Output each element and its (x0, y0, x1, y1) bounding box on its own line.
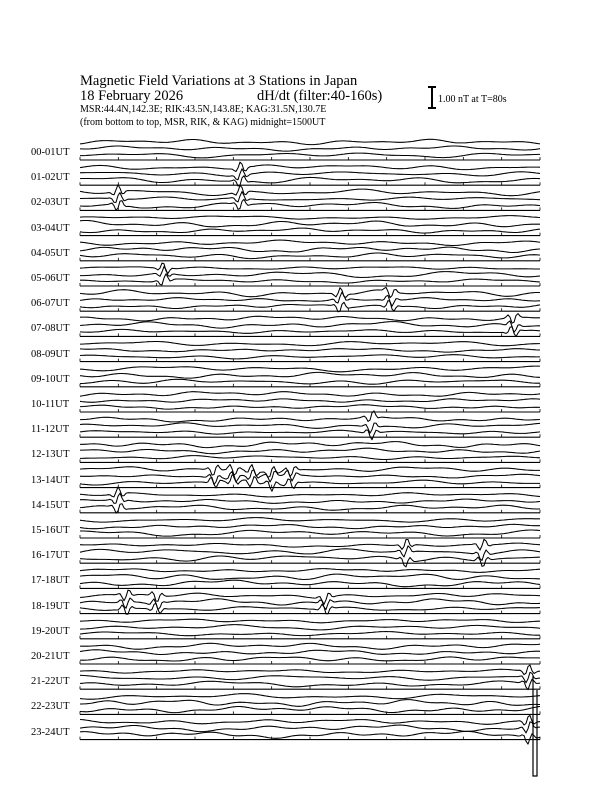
trace-kag (80, 162, 540, 171)
hour-label: 05-06UT (31, 273, 70, 284)
trace-kag (80, 342, 540, 346)
trace-msr (80, 456, 540, 460)
trace-kag (80, 442, 540, 448)
hour-label: 01-02UT (31, 172, 70, 184)
trace-rik (80, 448, 540, 454)
trace-rik (80, 700, 540, 707)
trace-kag (80, 487, 540, 497)
hour-label: 18-19UT (31, 600, 70, 612)
hour-label: 21-22UT (31, 676, 70, 688)
hour-label: 08-09UT (31, 348, 70, 360)
trace-rik (80, 672, 540, 682)
trace-msr (80, 355, 540, 359)
trace-kag (80, 139, 540, 144)
hour-label: 16-17UT (31, 550, 70, 562)
trace-rik (80, 267, 540, 278)
chart-date: 18 February 2026 (80, 88, 184, 104)
hour-label: 04-05UT (31, 247, 70, 259)
hour-label: 20-21UT (31, 651, 70, 662)
hour-label: 17-18UT (31, 575, 70, 587)
trace-rik (80, 349, 540, 353)
hour-label: 12-13UT (31, 449, 70, 461)
trace-msr (80, 405, 540, 409)
trace-rik (80, 524, 540, 528)
trace-msr (80, 475, 540, 491)
trace-rik (80, 650, 540, 655)
trace-kag (80, 715, 540, 725)
hour-label: 13-14UT (31, 474, 70, 486)
hour-label: 23-24UT (31, 726, 70, 738)
trace-kag (80, 539, 540, 550)
trace-kag (80, 694, 540, 700)
trace-rik (80, 247, 540, 252)
trace-rik (80, 146, 540, 151)
trace-kag (80, 569, 540, 573)
trace-rik (80, 625, 540, 630)
trace-rik (80, 321, 540, 332)
hour-label: 03-04UT (31, 222, 70, 234)
trace-rik (80, 372, 540, 378)
scale-label: 1.00 nT at T=80s (438, 94, 507, 105)
trace-kag (80, 518, 540, 523)
trace-kag (80, 619, 540, 623)
trace-rik (80, 292, 540, 306)
hour-label: 07-08UT (31, 323, 70, 335)
hour-label: 00-01UT (31, 147, 70, 158)
chart-title: Magnetic Field Variations at 3 Stations in Japan (80, 73, 358, 89)
trace-kag (80, 287, 540, 297)
chart-filter: dH/dt (filter:40-160s) (257, 88, 383, 104)
hour-label: 11-12UT (31, 424, 70, 436)
trace-kag (80, 240, 540, 246)
trace-kag (80, 392, 540, 397)
hour-label: 10-11UT (31, 399, 70, 410)
scale-bar-icon (431, 86, 433, 109)
hour-label: 19-20UT (31, 625, 70, 637)
trace-msr (80, 632, 540, 636)
trace-kag (80, 665, 540, 675)
hour-label: 02-03UT (31, 197, 70, 209)
station-coordinates: MSR:44.4N,142.3E; RIK:43.5N,143.8E; KAG:31.5N,130.7E (80, 104, 327, 115)
trace-kag (80, 643, 540, 649)
hour-label: 22-23UT (31, 701, 70, 713)
trace-msr (80, 657, 540, 661)
trace-rik (80, 221, 540, 227)
hour-label: 06-07UT (31, 298, 70, 310)
station-order-note: (from bottom to top, MSR, RIK, & KAG) midnight=1500UT (80, 117, 326, 128)
trace-rik (80, 574, 540, 579)
trace-msr (80, 253, 540, 259)
trace-kag (80, 185, 540, 196)
trace-msr (80, 228, 540, 233)
trace-rik (80, 722, 540, 733)
trace-rik (80, 169, 540, 180)
trace-rik (80, 423, 540, 433)
saturated-spike (533, 676, 537, 776)
trace-rik (80, 399, 540, 403)
hour-label: 09-10UT (31, 373, 70, 385)
hour-label: 14-15UT (31, 499, 70, 511)
hour-label: 15-16UT (31, 525, 70, 536)
trace-kag (80, 216, 540, 220)
trace-kag (80, 366, 540, 372)
trace-kag (80, 263, 540, 273)
trace-msr (80, 379, 540, 384)
